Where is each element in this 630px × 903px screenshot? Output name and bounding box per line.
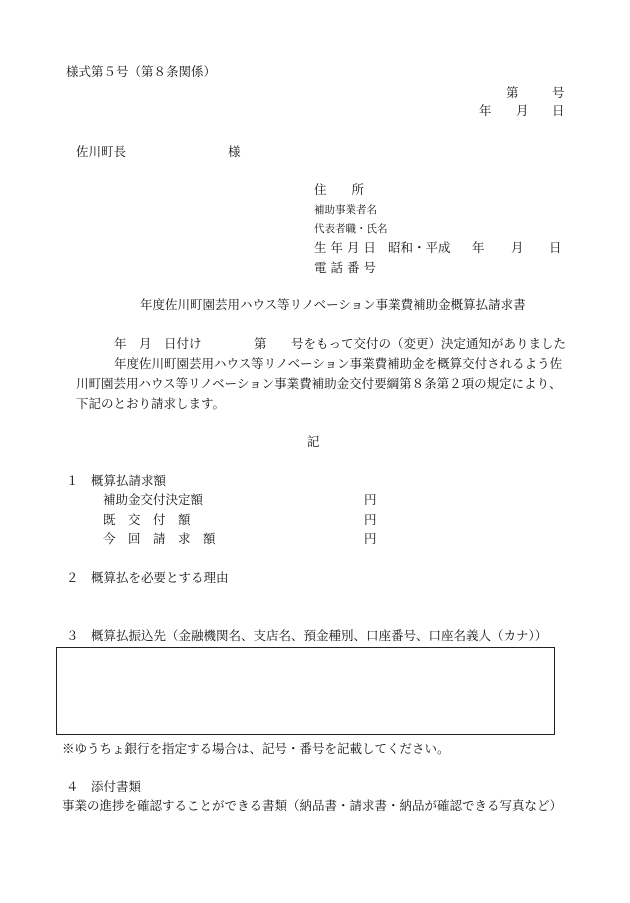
item-paid-amount-label: 既 交 付 額 <box>103 512 191 527</box>
section1-heading: １ 概算払請求額 <box>66 473 167 488</box>
birth-day: 日 <box>549 240 562 255</box>
doc-number-dai: 第 <box>506 85 519 100</box>
phone-label: 電 話 番 号 <box>314 260 376 275</box>
section3-note: ※ゆうちょ銀行を指定する場合は、記号・番号を記載してください。 <box>62 741 450 756</box>
body-line1-dai: 第 <box>254 336 267 351</box>
document-title: 年度佐川町園芸用ハウス等リノベーション事業費補助金概算払請求書 <box>140 297 526 312</box>
birth-year: 年 <box>472 240 485 255</box>
addressee-name: 佐川町長 <box>76 144 127 159</box>
item-request-amount-unit: 円 <box>364 531 377 546</box>
bank-account-box[interactable] <box>56 647 555 735</box>
item-approved-amount-unit: 円 <box>364 492 377 507</box>
birth-month: 月 <box>511 240 524 255</box>
doc-number-go: 号 <box>552 85 565 100</box>
body-line2: 年度佐川町園芸用ハウス等リノベーション事業費補助金を概算交付されるよう佐 <box>114 356 563 371</box>
date-year: 年 <box>479 103 492 118</box>
item-request-amount-label: 今 回 請 求 額 <box>103 531 216 546</box>
body-line1-date: 年 月 日付け <box>114 336 202 351</box>
date-month: 月 <box>516 103 529 118</box>
birth-era: 昭和・平成 <box>388 240 451 255</box>
body-line1-rest: 号をもって交付の（変更）決定通知がありました <box>291 336 567 351</box>
address-label: 住 所 <box>314 182 365 197</box>
body-line4: 下記のとおり請求します。 <box>76 396 226 411</box>
representative-label: 代表者職・氏名 <box>314 223 388 235</box>
body-line3: 川町園芸用ハウス等リノベーション事業費補助金交付要綱第８条第２項の規定により、 <box>76 376 562 391</box>
section2-heading: ２ 概算払を必要とする理由 <box>66 570 229 585</box>
birth-label: 生 年 月 日 <box>314 240 376 255</box>
item-paid-amount-unit: 円 <box>364 512 377 527</box>
addressee-suffix: 様 <box>228 144 241 159</box>
section3-heading: ３ 概算払振込先（金融機関名、支店名、預金種別、口座番号、口座名義人（カナ）） <box>66 628 548 643</box>
ki-heading: 記 <box>307 434 320 449</box>
section4-text: 事業の進捗を確認することができる書類（納品書・請求書・納品が確認できる写真など） <box>62 798 563 813</box>
item-approved-amount-label: 補助金交付決定額 <box>103 492 204 507</box>
form-number: 様式第５号（第８条関係） <box>66 64 217 79</box>
section4-heading: ４ 添付書類 <box>66 779 142 794</box>
business-name-label: 補助事業者名 <box>314 204 377 216</box>
date-day: 日 <box>552 103 565 118</box>
